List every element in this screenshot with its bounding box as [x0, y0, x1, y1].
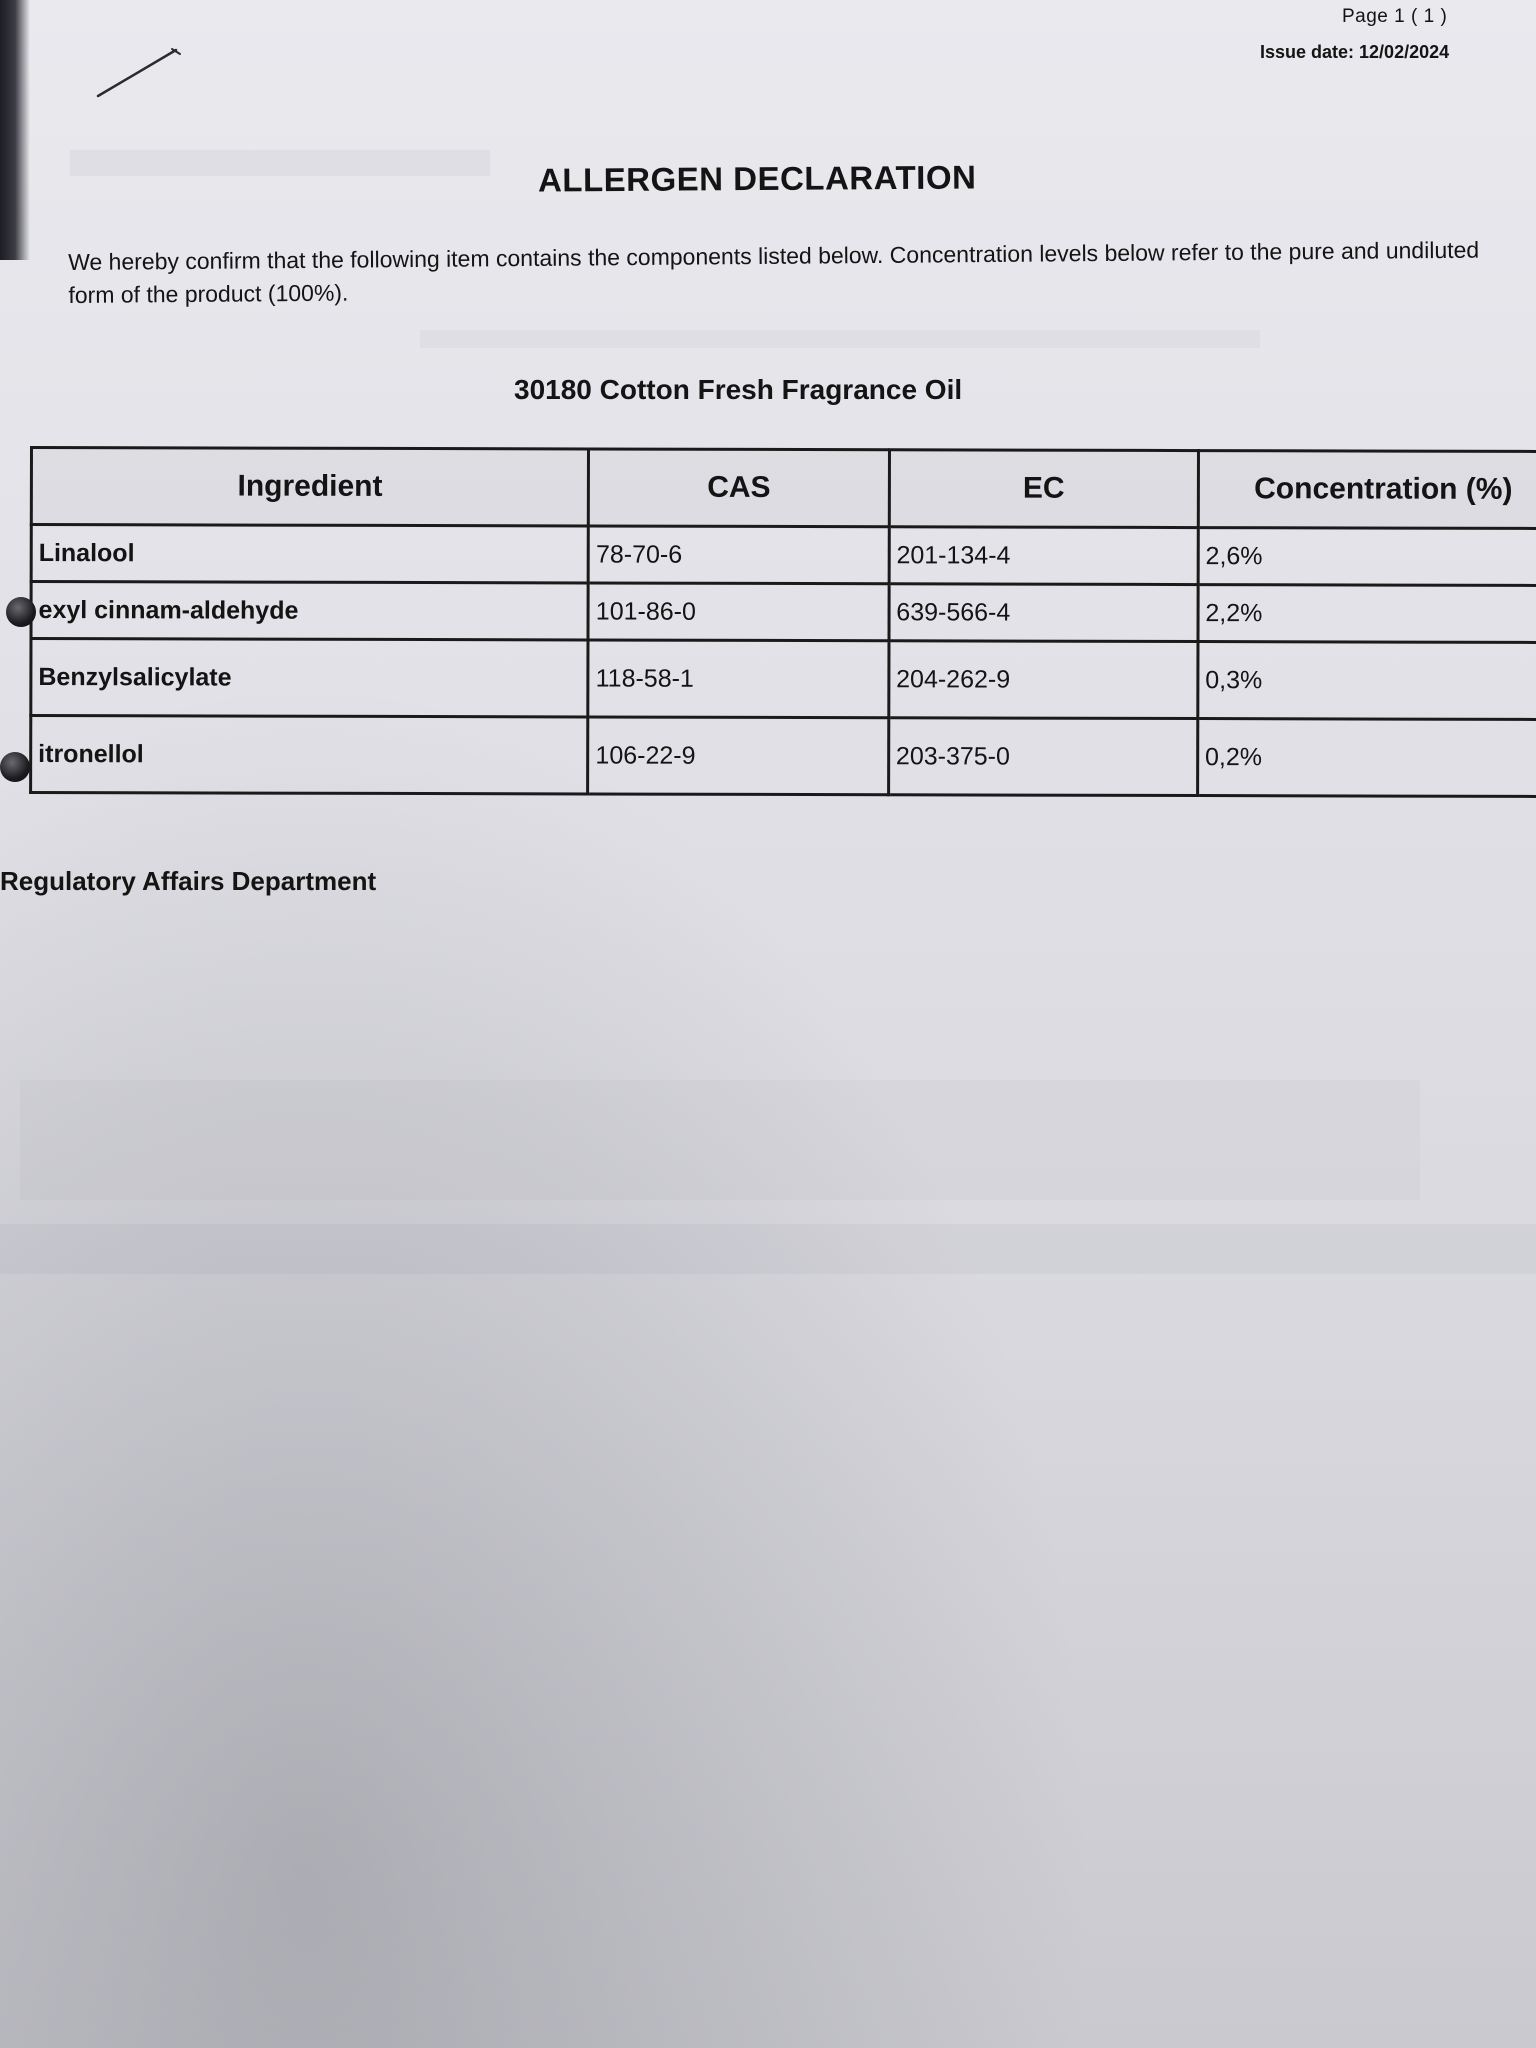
ingredient-cell: Benzylsalicylate — [31, 639, 588, 717]
document-title: ALLERGEN DECLARATION — [537, 158, 977, 199]
cas-cell: 78-70-6 — [588, 526, 889, 584]
header-concentration: Concentration (%) — [1198, 451, 1536, 529]
ingredient-cell: Linalool — [31, 525, 588, 583]
bleed-through-mark — [70, 150, 490, 176]
ec-cell: 639-566-4 — [889, 584, 1198, 642]
pen-mark-icon — [96, 46, 182, 100]
concentration-cell: 2,2% — [1198, 585, 1536, 643]
concentration-cell: 0,3% — [1198, 642, 1536, 720]
cas-cell: 106-22-9 — [588, 717, 889, 795]
page-edge-shadow — [0, 0, 30, 260]
ec-cell: 203-375-0 — [888, 718, 1197, 796]
concentration-cell: 0,2% — [1197, 719, 1536, 797]
binder-hole-icon — [6, 597, 36, 627]
bleed-through-mark — [0, 1224, 1536, 1274]
table-row — [31, 582, 1536, 643]
table-row — [31, 716, 1536, 797]
bleed-through-mark — [20, 1080, 1420, 1200]
ec-cell: 204-262-9 — [889, 641, 1198, 719]
table-row — [31, 639, 1536, 720]
intro-paragraph: We hereby confirm that the following item contains the components listed below. Concentration levels below refer to the pure and undiluted form of the product (100%). — [68, 236, 1480, 308]
bleed-through-mark — [420, 330, 1260, 348]
header-ingredient: Ingredient — [31, 448, 588, 526]
page-number: Page 1 ( 1 ) — [1342, 6, 1448, 27]
header-cas: CAS — [589, 449, 890, 527]
ingredient-cell: itronellol — [31, 716, 588, 794]
table-header-row — [31, 448, 1536, 529]
department-signature: Regulatory Affairs Department — [0, 866, 377, 896]
header-ec: EC — [889, 450, 1198, 528]
product-name: 30180 Cotton Fresh Fragrance Oil — [514, 374, 963, 405]
cas-cell: 118-58-1 — [588, 640, 889, 718]
binder-hole-icon — [0, 752, 30, 782]
ingredient-cell: exyl cinnam-aldehyde — [31, 582, 588, 640]
cas-cell: 101-86-0 — [588, 583, 889, 641]
allergen-table — [29, 446, 1536, 798]
issue-date: Issue date: 12/02/2024 — [1260, 42, 1450, 62]
ec-cell: 201-134-4 — [889, 527, 1198, 585]
table-row — [31, 525, 1536, 586]
concentration-cell: 2,6% — [1198, 528, 1536, 586]
